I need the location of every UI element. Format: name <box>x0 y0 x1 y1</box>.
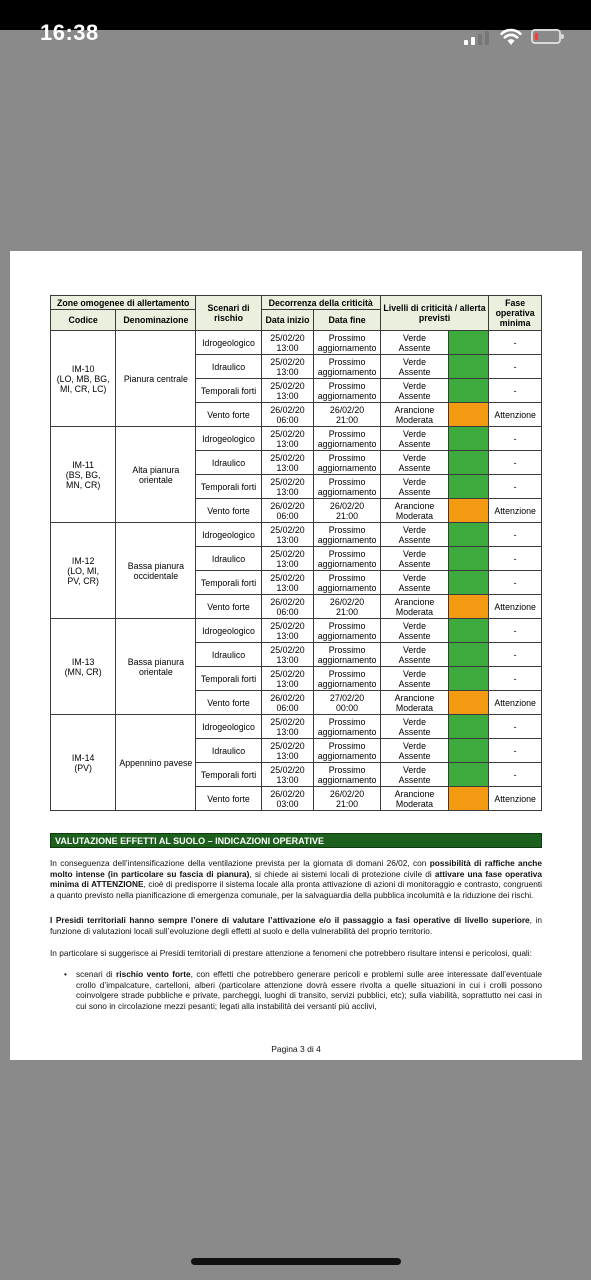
start-date-cell: 26/02/20 06:00 <box>261 499 314 523</box>
level-cell: Verde Assente <box>380 475 448 499</box>
scenario-cell: Idraulico <box>196 355 261 379</box>
page-number: Pagina 3 di 4 <box>271 1044 321 1054</box>
header-decorrenza: Decorrenza della criticità <box>261 296 380 310</box>
scenario-cell: Idraulico <box>196 739 261 763</box>
bullet-text-c: , con effetti che potrebbero generare pericoli e problemi sulle aree interessate dall’eventuale crollo d’impalcature, cartelloni, alberi (particolare attenzione dovrà essere rivolta a quelle situazioni in cui i crolli possono coinvolgere strade pubbliche e private, parcheggi, luoghi di transito, servizi pubblici, etc); sulla viabilità, soprattutto nei casi in cui sono in circolazione mezzi pesanti; legati alla instabilità dei versanti più acclivi, <box>76 969 542 1011</box>
start-date-cell: 25/02/20 13:00 <box>261 715 314 739</box>
phase-cell: - <box>489 523 542 547</box>
scenario-cell: Idraulico <box>196 643 261 667</box>
status-bar <box>0 0 591 45</box>
table-row <box>51 715 542 739</box>
level-swatch <box>449 667 489 691</box>
end-date-cell: Prossimo aggiornamento <box>314 427 380 451</box>
start-date-cell: 25/02/20 13:00 <box>261 739 314 763</box>
zone-code: IM-12 (LO, MI, PV, CR) <box>51 523 116 619</box>
end-date-cell: Prossimo aggiornamento <box>314 331 380 355</box>
start-date-cell: 25/02/20 13:00 <box>261 643 314 667</box>
table-row <box>51 523 542 547</box>
level-cell: Verde Assente <box>380 739 448 763</box>
level-swatch <box>449 763 489 787</box>
end-date-cell: Prossimo aggiornamento <box>314 451 380 475</box>
zone-code: IM-10 (LO, MB, BG, MI, CR, LC) <box>51 331 116 427</box>
scenario-cell: Idrogeologico <box>196 619 261 643</box>
end-date-cell: Prossimo aggiornamento <box>314 643 380 667</box>
battery-low-icon <box>531 29 561 44</box>
scenario-cell: Idrogeologico <box>196 523 261 547</box>
zone-code: IM-14 (PV) <box>51 715 116 811</box>
table-row <box>51 427 542 451</box>
scenario-cell: Idrogeologico <box>196 427 261 451</box>
level-cell: Verde Assente <box>380 523 448 547</box>
level-cell: Verde Assente <box>380 355 448 379</box>
scenario-cell: Idrogeologico <box>196 715 261 739</box>
level-cell: Verde Assente <box>380 331 448 355</box>
level-cell: Verde Assente <box>380 379 448 403</box>
phase-cell: - <box>489 379 542 403</box>
phase-cell: - <box>489 475 542 499</box>
end-date-cell: 26/02/20 21:00 <box>314 787 380 811</box>
level-cell: Verde Assente <box>380 667 448 691</box>
phase-cell: - <box>489 331 542 355</box>
phase-cell: - <box>489 667 542 691</box>
level-swatch <box>449 739 489 763</box>
level-cell: Verde Assente <box>380 715 448 739</box>
p1-text-d: attivare una fase operativa minima di ATTENZIONE <box>50 868 542 890</box>
start-date-cell: 25/02/20 13:00 <box>261 763 314 787</box>
end-date-cell: Prossimo aggiornamento <box>314 763 380 787</box>
start-date-cell: 25/02/20 13:00 <box>261 547 314 571</box>
scenario-cell: Vento forte <box>196 499 261 523</box>
start-date-cell: 26/02/20 06:00 <box>261 403 314 427</box>
level-swatch <box>449 547 489 571</box>
start-date-cell: 25/02/20 13:00 <box>261 475 314 499</box>
scenario-cell: Vento forte <box>196 403 261 427</box>
table-row <box>51 331 542 355</box>
level-swatch <box>449 595 489 619</box>
level-cell: Arancione Moderata <box>380 403 448 427</box>
phase-cell: - <box>489 427 542 451</box>
level-swatch <box>449 331 489 355</box>
p1-text-a: In conseguenza dell’intensificazione della ventilazione prevista per la giornata di domani 26/02, con <box>50 858 430 868</box>
level-cell: Arancione Moderata <box>380 595 448 619</box>
phase-cell: Attenzione <box>489 787 542 811</box>
scenario-cell: Idraulico <box>196 547 261 571</box>
start-date-cell: 25/02/20 13:00 <box>261 571 314 595</box>
start-date-cell: 25/02/20 13:00 <box>261 379 314 403</box>
zone-code: IM-13 (MN, CR) <box>51 619 116 715</box>
zone-name: Alta pianura orientale <box>116 427 196 523</box>
level-cell: Verde Assente <box>380 427 448 451</box>
start-date-cell: 25/02/20 13:00 <box>261 355 314 379</box>
scenario-cell: Temporali forti <box>196 571 261 595</box>
phase-cell: - <box>489 763 542 787</box>
scenario-cell: Temporali forti <box>196 667 261 691</box>
p2-text-a: I Presidi territoriali hanno sempre l’onere di valutare l’attivazione e/o il passaggio a fasi operative di livello superiore <box>50 915 530 925</box>
phase-cell: - <box>489 571 542 595</box>
phase-cell: - <box>489 355 542 379</box>
start-date-cell: 25/02/20 13:00 <box>261 523 314 547</box>
scenario-cell: Vento forte <box>196 787 261 811</box>
zone-name: Bassa pianura occidentale <box>116 523 196 619</box>
level-cell: Verde Assente <box>380 643 448 667</box>
level-swatch <box>449 787 489 811</box>
header-zone-group: Zone omogenee di allertamento <box>51 296 196 310</box>
header-data-inizio: Data inizio <box>261 310 314 331</box>
start-date-cell: 26/02/20 03:00 <box>261 787 314 811</box>
signal-icon <box>464 31 492 45</box>
bullet-text-a: scenari di <box>76 969 117 979</box>
home-indicator[interactable] <box>191 1258 401 1265</box>
phase-cell: - <box>489 547 542 571</box>
level-cell: Verde Assente <box>380 571 448 595</box>
zone-name: Pianura centrale <box>116 331 196 427</box>
level-swatch <box>449 403 489 427</box>
section-title: VALUTAZIONE EFFETTI AL SUOLO – INDICAZIONI OPERATIVE <box>50 833 542 848</box>
scenario-cell: Vento forte <box>196 595 261 619</box>
end-date-cell: Prossimo aggiornamento <box>314 715 380 739</box>
start-date-cell: 25/02/20 13:00 <box>261 451 314 475</box>
phase-cell: - <box>489 739 542 763</box>
end-date-cell: Prossimo aggiornamento <box>314 667 380 691</box>
end-date-cell: 26/02/20 21:00 <box>314 403 380 427</box>
end-date-cell: Prossimo aggiornamento <box>314 571 380 595</box>
bullet-mark: • <box>64 969 67 979</box>
level-swatch <box>449 451 489 475</box>
end-date-cell: Prossimo aggiornamento <box>314 523 380 547</box>
start-date-cell: 26/02/20 06:00 <box>261 595 314 619</box>
phase-cell: Attenzione <box>489 403 542 427</box>
header-scenari: Scenari di rischio <box>196 296 261 331</box>
p1-text-b: possibilità di raffiche anche molto intense (in particolare su fascia di pianura) <box>50 858 542 879</box>
header-codice: Codice <box>51 310 116 331</box>
scenario-cell: Temporali forti <box>196 379 261 403</box>
level-swatch <box>449 499 489 523</box>
end-date-cell: Prossimo aggiornamento <box>314 379 380 403</box>
phase-cell: - <box>489 715 542 739</box>
scenario-cell: Idrogeologico <box>196 331 261 355</box>
header-data-fine: Data fine <box>314 310 380 331</box>
start-date-cell: 25/02/20 13:00 <box>261 619 314 643</box>
end-date-cell: Prossimo aggiornamento <box>314 355 380 379</box>
level-swatch <box>449 475 489 499</box>
document-page <box>10 251 582 1060</box>
level-swatch <box>449 715 489 739</box>
phase-cell: - <box>489 451 542 475</box>
level-cell: Verde Assente <box>380 763 448 787</box>
level-swatch <box>449 523 489 547</box>
scenario-cell: Idraulico <box>196 451 261 475</box>
level-swatch <box>449 619 489 643</box>
level-cell: Verde Assente <box>380 451 448 475</box>
start-date-cell: 25/02/20 13:00 <box>261 331 314 355</box>
end-date-cell: Prossimo aggiornamento <box>314 547 380 571</box>
table-body <box>51 331 542 811</box>
level-cell: Verde Assente <box>380 619 448 643</box>
level-swatch <box>449 691 489 715</box>
phase-cell: - <box>489 619 542 643</box>
table-row <box>51 619 542 643</box>
level-swatch <box>449 355 489 379</box>
end-date-cell: Prossimo aggiornamento <box>314 475 380 499</box>
scenario-cell: Temporali forti <box>196 763 261 787</box>
level-swatch <box>449 427 489 451</box>
end-date-cell: 26/02/20 21:00 <box>314 595 380 619</box>
end-date-cell: 27/02/20 00:00 <box>314 691 380 715</box>
paragraph-attention <box>50 858 542 900</box>
start-date-cell: 26/02/20 06:00 <box>261 691 314 715</box>
scenario-cell: Temporali forti <box>196 475 261 499</box>
zone-name: Appennino pavese <box>116 715 196 811</box>
start-date-cell: 25/02/20 13:00 <box>261 427 314 451</box>
status-time: 16:38 <box>40 20 99 45</box>
level-cell: Arancione Moderata <box>380 787 448 811</box>
end-date-cell: 26/02/20 21:00 <box>314 499 380 523</box>
bullet-wind-risk <box>64 969 542 1011</box>
header-fase: Fase operativa minima <box>489 296 542 331</box>
zone-name: Bassa pianura orientale <box>116 619 196 715</box>
phase-cell: Attenzione <box>489 595 542 619</box>
paragraph-presidi <box>50 915 542 936</box>
phase-cell: Attenzione <box>489 691 542 715</box>
scenario-cell: Vento forte <box>196 691 261 715</box>
phase-cell: Attenzione <box>489 499 542 523</box>
level-cell: Arancione Moderata <box>380 691 448 715</box>
paragraph-suggest: In particolare si suggerisce ai Presidi territoriali di prestare attenzione a fenomeni che potrebbero risultare intensi e pericolosi, quali: <box>50 948 532 958</box>
criticality-table <box>50 295 542 811</box>
end-date-cell: Prossimo aggiornamento <box>314 739 380 763</box>
level-cell: Verde Assente <box>380 547 448 571</box>
p1-text-c: , si chiede ai sistemi locali di protezione civile di <box>249 868 435 879</box>
level-swatch <box>449 571 489 595</box>
zone-code: IM-11 (BS, BG, MN, CR) <box>51 427 116 523</box>
wifi-icon <box>500 28 522 46</box>
phase-cell: - <box>489 643 542 667</box>
level-cell: Arancione Moderata <box>380 499 448 523</box>
level-swatch <box>449 379 489 403</box>
level-swatch <box>449 643 489 667</box>
p1-text-e: , cioè di predisporre il sistema locale alla pronta attivazione di azioni di monitoraggio e contrasto, congruenti a quanto previsto nella pianificazione di emergenza comunale, per la salvaguardia della pubblica incolumità e la riduzione dei rischi. <box>50 879 542 900</box>
header-livelli: Livelli di criticità / allerta previsti <box>380 296 489 331</box>
p2-text-b: , in funzione di valutazioni locali sull’evoluzione degli effetti al suolo e della vulnerabilità del proprio territorio. <box>50 915 542 936</box>
start-date-cell: 25/02/20 13:00 <box>261 667 314 691</box>
bullet-text-b: rischio vento forte <box>116 969 191 979</box>
header-denominazione: Denominazione <box>116 310 196 331</box>
end-date-cell: Prossimo aggiornamento <box>314 619 380 643</box>
